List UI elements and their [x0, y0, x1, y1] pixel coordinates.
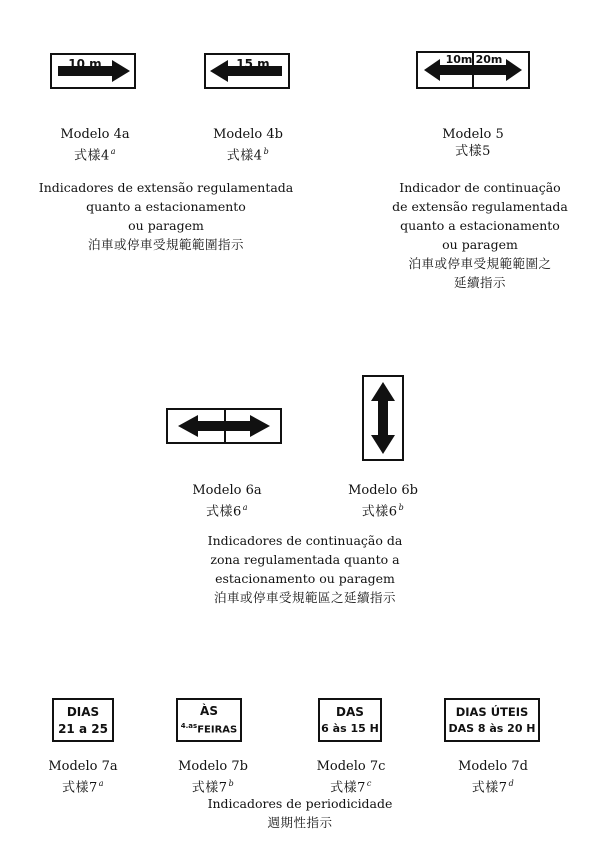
model-5-zh: 式樣5 — [455, 144, 491, 159]
caption-modelo-4a — [40, 126, 150, 164]
model-4b-title: Modelo 4b — [213, 127, 283, 142]
caption-modelo-5 — [418, 126, 528, 160]
desc-6-line3: estacionamento ou paragem — [215, 571, 395, 586]
desc-7-line1: Indicadores de periodicidade — [207, 796, 393, 811]
sign-modelo-7c — [318, 698, 382, 742]
sign-modelo-4a — [50, 53, 136, 89]
caption-modelo-7a — [28, 758, 138, 796]
desc-4-line1: Indicadores de extensão regulamentada — [38, 180, 294, 195]
desc-4-line3: ou paragem — [128, 218, 204, 233]
model-7d-title: Modelo 7d — [458, 759, 528, 774]
desc-5-line1: Indicador de continuação — [399, 180, 561, 195]
model-6b-zh: 式樣6$^b$ — [361, 503, 405, 520]
caption-modelo-6b — [328, 482, 438, 520]
desc-5-line3: quanto a estacionamento — [400, 218, 560, 233]
caption-modelo-6a — [172, 482, 282, 520]
model-7a-title: Modelo 7a — [48, 759, 118, 774]
caption-modelo-7d — [438, 758, 548, 796]
description-modelo-4 — [30, 178, 302, 254]
model-7d-zh: 式樣7$^d$ — [471, 779, 515, 796]
sign-modelo-5 — [416, 51, 530, 89]
sign-7a-line2: 21 a 25 — [58, 722, 108, 736]
sign-modelo-7a — [52, 698, 114, 742]
sign-7c-line2: 6 às 15 H — [321, 722, 379, 735]
desc-7-zh: 週期性指示 — [267, 815, 333, 830]
sign-7d-line1: DIAS ÚTEIS — [455, 705, 529, 719]
model-7a-zh: 式樣7$^a$ — [61, 779, 105, 796]
sign-modelo-4b — [204, 53, 290, 89]
sign-7b-line1: ÀS — [200, 704, 218, 718]
sign-4b-label: 15 m — [236, 57, 270, 71]
model-4a-title: Modelo 4a — [60, 127, 130, 142]
description-modelo-6 — [170, 531, 440, 607]
caption-modelo-7c — [296, 758, 406, 796]
model-4b-zh: 式樣4$^b$ — [226, 147, 270, 164]
model-6b-title: Modelo 6b — [348, 483, 418, 498]
desc-6-zh: 泊車或停車受規範區之延續指示 — [213, 590, 396, 605]
desc-5-zh1: 泊車或停車受規範範圍之 — [408, 256, 552, 271]
model-6a-zh: 式樣6$^a$ — [205, 503, 249, 520]
double-arrow-vertical-icon — [364, 377, 402, 459]
sign-7a-line1: DIAS — [66, 705, 100, 719]
caption-modelo-4b — [193, 126, 303, 164]
model-5-title: Modelo 5 — [442, 127, 504, 142]
model-6a-title: Modelo 6a — [192, 483, 262, 498]
sign-modelo-6a — [166, 408, 282, 444]
desc-5-line4: ou paragem — [442, 237, 518, 252]
sign-5-label-right: 20m — [475, 53, 503, 66]
model-4a-zh: 式樣4$^a$ — [73, 147, 117, 164]
model-7b-title: Modelo 7b — [178, 759, 248, 774]
desc-6-line2: zona regulamentada quanto a — [210, 552, 400, 567]
sign-7d-line2: DAS 8 às 20 H — [448, 722, 536, 735]
desc-4-line2: quanto a estacionamento — [86, 199, 246, 214]
model-7c-title: Modelo 7c — [316, 759, 386, 774]
sign-5-label-left: 10m — [445, 53, 473, 66]
sign-7b-line2: $^{4.as}$FEIRAS — [180, 722, 238, 736]
caption-modelo-7b — [158, 758, 268, 796]
description-modelo-5 — [382, 178, 578, 292]
desc-5-zh2: 延續指示 — [453, 275, 506, 290]
sign-4a-label: 10 m — [68, 57, 102, 71]
double-arrow-horizontal-icon — [168, 410, 280, 442]
model-7b-zh: 式樣7$^b$ — [191, 779, 235, 796]
desc-5-line2: de extensão regulamentada — [392, 199, 568, 214]
model-7c-zh: 式樣7$^c$ — [330, 779, 372, 796]
description-modelo-7 — [170, 794, 430, 832]
desc-6-line1: Indicadores de continuação da — [207, 533, 403, 548]
sign-modelo-7d — [444, 698, 540, 742]
sign-7c-line1: DAS — [336, 705, 364, 719]
desc-4-zh: 泊車或停車受規範範圍指示 — [87, 237, 244, 252]
sign-modelo-6b — [362, 375, 404, 461]
sign-modelo-7b — [176, 698, 242, 742]
